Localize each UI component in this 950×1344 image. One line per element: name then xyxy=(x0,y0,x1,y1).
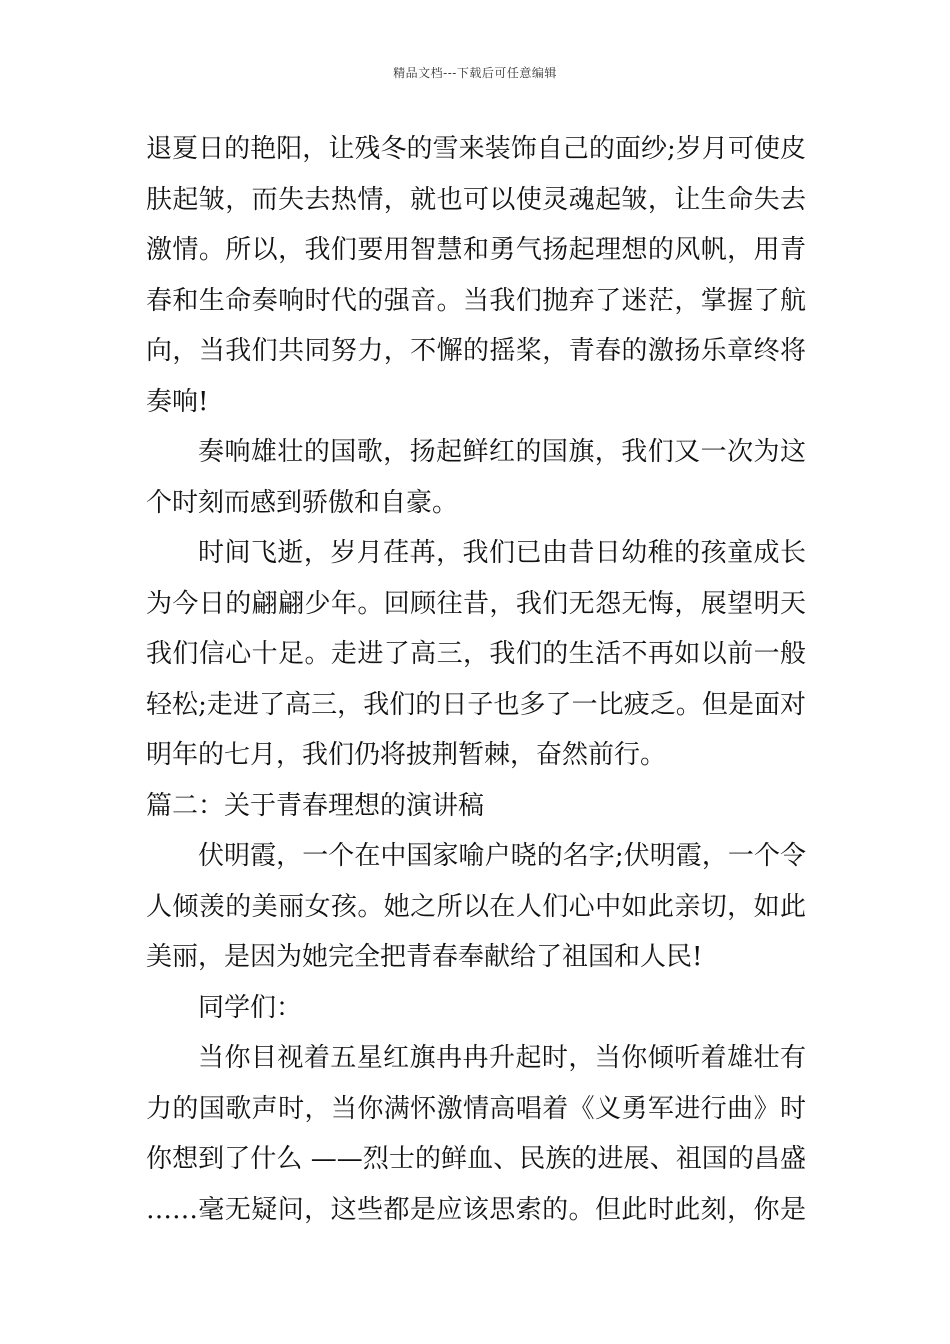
page-header: 精品文档---下载后可任意编辑 xyxy=(393,66,557,80)
text-line: 你想到了什么 ——烈士的鲜血、民族的进展、祖国的昌盛 xyxy=(146,1144,806,1174)
text-line: 美丽，是因为她完全把青春奉献给了祖国和人民! xyxy=(146,942,703,972)
text-line: 奏响雄壮的国歌，扬起鲜红的国旗，我们又一次为这 xyxy=(198,437,806,467)
text-line: 伏明霞，一个在中国家喻户晓的名字;伏明霞，一个令 xyxy=(198,841,806,871)
text-line: ……毫无疑问，这些都是应该思索的。但此时此刻，你是 xyxy=(146,1194,806,1225)
text-line: 激情。所以，我们要用智慧和勇气扬起理想的风帆，用青 xyxy=(146,235,806,265)
text-line: 同学们： xyxy=(198,992,303,1023)
text-line: 当你目视着五星红旗冉冉升起时，当你倾听着雄壮有 xyxy=(198,1043,806,1073)
text-line: 人倾羡的美丽女孩。她之所以在人们心中如此亲切，如此 xyxy=(146,891,806,922)
text-line: 春和生命奏响时代的强音。当我们抛弃了迷茫，掌握了航 xyxy=(146,285,806,316)
text-line: 为今日的翩翩少年。回顾往昔，我们无怨无悔，展望明天 xyxy=(146,588,806,619)
text-line: 奏响! xyxy=(146,386,209,417)
document-body xyxy=(146,124,806,1235)
text-line: 肤起皱，而失去热情，就也可以使灵魂起皱，让生命失去 xyxy=(146,184,806,215)
text-line: 我们信心十足。走进了高三，我们的生活不再如以前一般 xyxy=(146,639,806,669)
text-line: 篇二：关于青春理想的演讲稿 xyxy=(146,790,485,821)
text-line: 退夏日的艳阳，让残冬的雪来装饰自己的面纱;岁月可使皮 xyxy=(146,134,806,164)
text-line: 个时刻而感到骄傲和自豪。 xyxy=(146,487,459,518)
text-line: 力的国歌声时，当你满怀激情高唱着《义勇军进行曲》时 xyxy=(146,1093,806,1124)
text-line: 轻松;走进了高三，我们的日子也多了一比疲乏。但是面对 xyxy=(146,689,806,720)
text-line: 明年的七月，我们仍将披荆暂棘，奋然前行。 xyxy=(146,740,667,770)
text-line: 时间飞逝，岁月荏苒，我们已由昔日幼稚的孩童成长 xyxy=(198,538,806,568)
text-line: 向，当我们共同努力，不懈的摇桨，青春的激扬乐章终将 xyxy=(146,336,806,366)
